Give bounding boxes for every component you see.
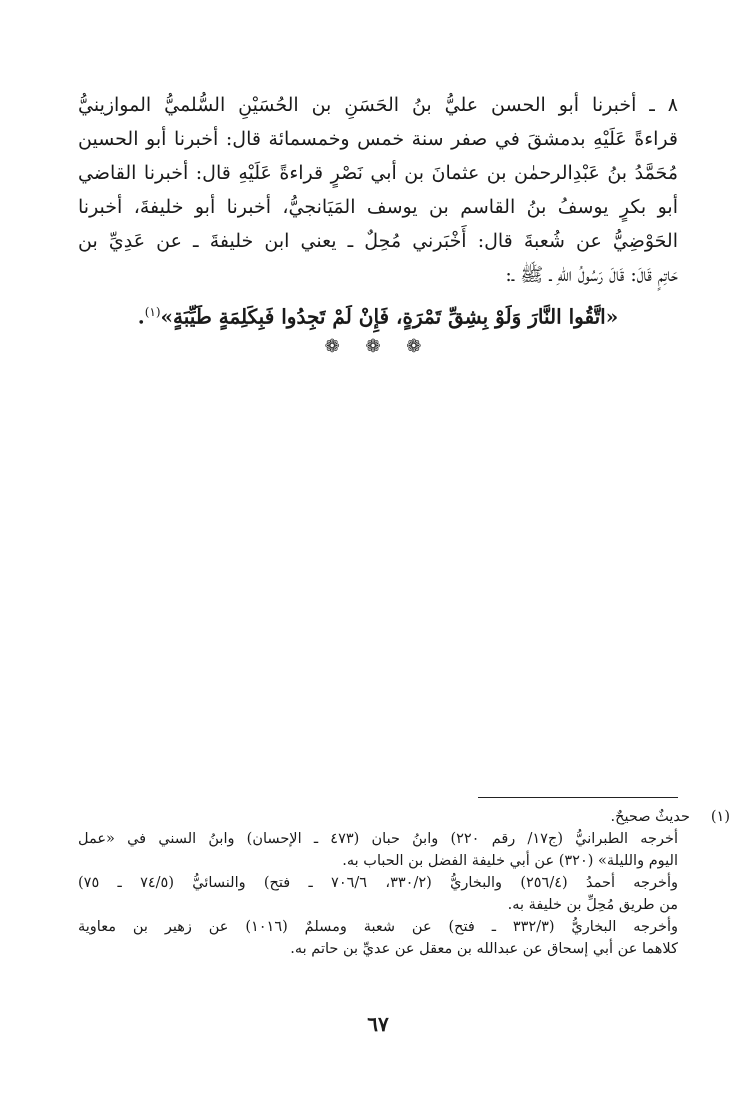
document-page <box>78 0 730 1098</box>
footnote-line-5: من طريق مُحِلِّ بن خليفة به. <box>507 897 678 913</box>
footnote-line-4: وأخرجه أحمدُ (٢٥٦/٤) والبخاريُّ (٣٣٠/٢، ٧٠٦/٦ ـ فتح) والنسائيُّ (٧٤/٥ ـ ٧٥) <box>78 875 678 891</box>
hadith-entry <box>78 88 678 362</box>
footnote-item <box>78 806 730 828</box>
footnote-line-2: أخرجه الطبرانيُّ (ج١٧/ رقم ٢٢٠) وابنُ حبان (٤٧٣ ـ الإحسان) وابنُ السني في «عمل <box>78 831 678 847</box>
hadith-quote: «اتَّقُوا النَّارَ وَلَوْ بِشِقِّ تَمْرَةٍ، فَإِنْ لَمْ تَجِدُوا فَبِكَلِمَةٍ طَيِّبَةٍ» <box>160 304 619 329</box>
footnote-separator <box>478 797 678 798</box>
text-line-5: الحَوْضِيُّ عن شُعبةَ قال: أَخْبَرني مُحِلٌ ـ يعني ابن خليفةَ ـ عن عَدِيِّ بن <box>78 230 678 252</box>
text-line-1: ٨ ـ أخبرنا أبو الحسن عليُّ بنُ الحَسَنِ بن الحُسَيْنِ السُّلميُّ الموازينيُّ <box>78 94 678 116</box>
section-ornament-divider: ❁ ❁ ❁ <box>324 336 432 357</box>
footnote-line-3: اليوم والليلة» (٣٢٠) عن أبي خليفة الفضل بن الحباب به. <box>342 853 678 869</box>
text-line-2: قراءةً عَلَيْهِ بدمشقَ في صفر سنة خمس وخمسمائة قال: أخبرنا أبو الحسين <box>78 128 678 150</box>
text-line-6: حَاتِمٍ قَالَ: قَالَ رَسُولُ اللهِ ـ ﷺ ـ: <box>505 264 678 286</box>
footnote-number: (١) <box>710 809 730 825</box>
footnotes <box>78 806 730 960</box>
hadith-text: «اتَّقُوا النَّارَ وَلَوْ بِشِقِّ تَمْرَةٍ، فَإِنْ لَمْ تَجِدُوا فَبِكَلِمَةٍ طَيِّبَةٍ»$^{(١)}$. <box>137 304 619 329</box>
footnote-line-7: كلاهما عن أبي إسحاق عن عبدالله بن معقل عن عديِّ بن حاتم به. <box>290 941 678 957</box>
footnote-line-6: وأخرجه البخاريُّ (٣٣٢/٣ ـ فتح) عن شعبة ومسلمٌ (١٠١٦) عن زهير بن معاوية <box>78 919 678 935</box>
text-line-4: أبو بكرٍ يوسفُ بنُ القاسم بن يوسف المَيَانجيُّ، أخبرنا أبو خليفةَ، أخبرنا <box>78 196 678 218</box>
footnote-line-1: حديثٌ صحيحٌ. <box>610 809 690 825</box>
footnote-reference[interactable]: (١) <box>144 305 161 319</box>
page-number: ٦٧ <box>367 1012 389 1036</box>
text-line-3: مُحَمَّدُ بنُ عَبْدِالرحمٰن بن عثمانَ بن أبي نَصْرٍ قراءةً عَلَيْهِ قال: أخبرنا القاضي <box>78 162 678 184</box>
